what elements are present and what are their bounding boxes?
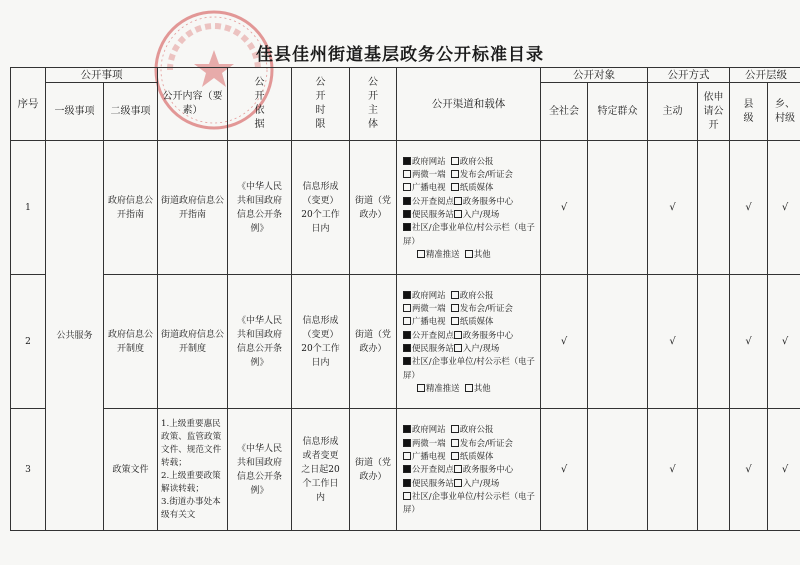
channel-checkbox <box>403 425 411 433</box>
catalog-table <box>10 67 800 531</box>
row-basis: 《中华人民共和国政府信息公开条例》 <box>228 141 292 275</box>
header-channels: 公开渠道和载体 <box>397 68 541 141</box>
header-deadline: 公开时限 <box>292 68 350 141</box>
channel-label: 发布会/听证会 <box>459 169 513 180</box>
channel-checkbox <box>403 465 411 473</box>
cell-level-county: √ <box>730 141 768 275</box>
channel-checkbox <box>403 317 411 325</box>
content-line: 1.上级重要惠民政策、监管政策文件、规范文件转载； <box>161 418 222 468</box>
channel-checkbox <box>451 425 459 433</box>
row-seq: 1 <box>11 141 46 275</box>
channel-label: 纸质媒体 <box>459 182 494 193</box>
channel-label: 社区/企事业单位/村公示栏（电子屏） <box>403 490 535 515</box>
cell-level-town: √ <box>768 141 800 275</box>
channel-label: 政府公报 <box>459 424 494 435</box>
channel-checkbox <box>403 210 411 218</box>
header-level-town: 乡、村级 <box>768 83 800 141</box>
header-level1: 一级事项 <box>46 83 104 141</box>
channel-checkbox <box>451 157 459 165</box>
row-seq: 2 <box>11 275 46 409</box>
row-basis: 《中华人民共和国政府信息公开条例》 <box>228 275 292 409</box>
header-level-county: 县级 <box>730 83 768 141</box>
channel-checkbox <box>403 331 411 339</box>
channel-checkbox <box>451 291 459 299</box>
channel-label: 入户/现场 <box>462 477 500 488</box>
channel-checkbox <box>403 197 411 205</box>
channel-checkbox <box>454 479 462 487</box>
row-channels <box>397 409 541 531</box>
page-title: 佳县佳州街道基层政务公开标准目录 <box>256 45 544 65</box>
cell-target-all: √ <box>541 275 588 409</box>
header-items-group: 公开事项 <box>46 68 158 83</box>
channel-label: 政府网站 <box>412 289 446 300</box>
channel-checkbox <box>451 304 459 312</box>
channel-label: 纸质媒体 <box>459 451 494 462</box>
row-subject: 街道（党政办） <box>350 141 397 275</box>
level1-item: 公共服务 <box>46 141 104 531</box>
channel-checkbox <box>403 291 411 299</box>
channel-checkbox <box>451 183 459 191</box>
channel-checkbox <box>417 384 425 392</box>
row-level2: 政府信息公开制度 <box>104 275 158 409</box>
channel-label: 两微一端 <box>412 303 446 314</box>
header-method-active: 主动 <box>648 83 698 141</box>
header-target-specific: 特定群众 <box>588 83 648 141</box>
row-basis: 《中华人民共和国政府信息公开条例》 <box>228 409 292 531</box>
content-line: 3.街道办事处本级有关文 <box>161 496 221 520</box>
row-content: 街道政府信息公开制度 <box>158 275 228 409</box>
row-deadline: 信息形成（变更）20个工作日内 <box>292 141 350 275</box>
channel-checkbox <box>403 157 411 165</box>
cell-method-active: √ <box>648 275 698 409</box>
channel-label: 入户/现场 <box>462 209 500 219</box>
channel-label: 便民服务站 <box>412 209 454 219</box>
channel-label: 便民服务站 <box>412 343 454 353</box>
channel-checkbox <box>403 492 411 500</box>
channel-checkbox <box>454 210 462 218</box>
channel-checkbox <box>403 357 411 365</box>
row-seq: 3 <box>11 409 46 531</box>
channel-label: 精准推送 <box>426 248 460 259</box>
row-content <box>158 409 228 531</box>
channel-label: 公开查阅点 <box>412 195 454 206</box>
header-method-request: 依申请公开 <box>698 83 730 141</box>
channel-label: 其他 <box>473 248 491 259</box>
table-row <box>11 275 800 409</box>
channel-checkbox <box>451 317 459 325</box>
channel-label: 政务服务中心 <box>462 464 514 475</box>
row-level2: 政策文件 <box>104 409 158 531</box>
channel-checkbox <box>403 183 411 191</box>
header-basis: 公开依据 <box>228 68 292 141</box>
cell-method-request <box>698 275 730 409</box>
table-row <box>11 141 800 275</box>
channel-label: 政务服务中心 <box>462 329 514 340</box>
channel-label: 政府公报 <box>459 155 494 166</box>
channel-label: 两微一端 <box>412 437 446 448</box>
channel-checkbox <box>454 344 462 352</box>
channel-label: 其他 <box>473 382 491 393</box>
channel-checkbox <box>451 439 459 447</box>
channel-label: 广播电视 <box>412 182 446 193</box>
cell-target-all: √ <box>541 409 588 531</box>
channel-checkbox <box>403 223 411 231</box>
channel-checkbox <box>451 170 459 178</box>
cell-target-specific <box>588 141 648 275</box>
table-row <box>11 409 800 531</box>
cell-method-request <box>698 141 730 275</box>
cell-target-specific <box>588 275 648 409</box>
header-target-all: 全社会 <box>541 83 588 141</box>
channel-checkbox <box>403 439 411 447</box>
cell-level-town: √ <box>768 275 800 409</box>
cell-level-county: √ <box>730 409 768 531</box>
channel-label: 政府网站 <box>412 155 446 166</box>
channel-label: 精准推送 <box>426 382 460 393</box>
channel-label: 发布会/听证会 <box>459 437 513 448</box>
cell-method-active: √ <box>648 409 698 531</box>
header-level-group: 公开层级 <box>730 68 800 83</box>
row-level2: 政府信息公开指南 <box>104 141 158 275</box>
channel-label: 公开查阅点 <box>412 329 454 340</box>
header-method-group: 公开方式 <box>648 68 730 83</box>
cell-target-specific <box>588 409 648 531</box>
channel-checkbox <box>403 344 411 352</box>
header-subject: 公开主体 <box>350 68 397 141</box>
channel-label: 政务服务中心 <box>462 195 514 206</box>
row-content: 街道政府信息公开指南 <box>158 141 228 275</box>
channel-label: 广播电视 <box>412 316 446 327</box>
channel-checkbox <box>403 170 411 178</box>
channel-label: 两微一端 <box>412 169 446 180</box>
channel-label: 广播电视 <box>412 451 446 462</box>
content-line: 2.上级重要政策解读转载； <box>161 470 221 494</box>
cell-target-all: √ <box>541 141 588 275</box>
row-subject: 街道（党政办） <box>350 409 397 531</box>
row-channels <box>397 141 541 275</box>
row-deadline: 信息形成（变更）20个工作日内 <box>292 275 350 409</box>
channel-checkbox <box>454 465 462 473</box>
row-channels <box>397 275 541 409</box>
channel-label: 政府网站 <box>412 424 446 435</box>
row-deadline: 信息形成或者变更之日起20个工作日内 <box>292 409 350 531</box>
channel-checkbox <box>454 197 462 205</box>
channel-label: 社区/企事业单位/村公示栏（电子屏） <box>403 222 535 246</box>
channel-label: 发布会/听证会 <box>459 303 513 314</box>
channel-checkbox <box>403 479 411 487</box>
cell-level-county: √ <box>730 275 768 409</box>
row-subject: 街道（党政办） <box>350 275 397 409</box>
header-level2: 二级事项 <box>104 83 158 141</box>
channel-label: 便民服务站 <box>412 477 454 488</box>
channel-checkbox <box>465 250 473 258</box>
cell-method-active: √ <box>648 141 698 275</box>
channel-label: 公开查阅点 <box>412 464 454 475</box>
channel-checkbox <box>403 304 411 312</box>
channel-checkbox <box>403 452 411 460</box>
channel-label: 社区/企事业单位/村公示栏（电子屏） <box>403 356 535 380</box>
channel-checkbox <box>451 452 459 460</box>
channel-label: 入户/现场 <box>462 343 500 353</box>
cell-method-request <box>698 409 730 531</box>
channel-label: 政府公报 <box>459 289 494 300</box>
channel-checkbox <box>417 250 425 258</box>
header-content: 公开内容（要素） <box>158 68 228 141</box>
channel-label: 纸质媒体 <box>459 316 494 327</box>
header-seq: 序号 <box>11 68 46 141</box>
cell-level-town: √ <box>768 409 800 531</box>
channel-checkbox <box>454 331 462 339</box>
header-row-top <box>11 68 800 83</box>
channel-checkbox <box>465 384 473 392</box>
header-target-group: 公开对象 <box>541 68 648 83</box>
